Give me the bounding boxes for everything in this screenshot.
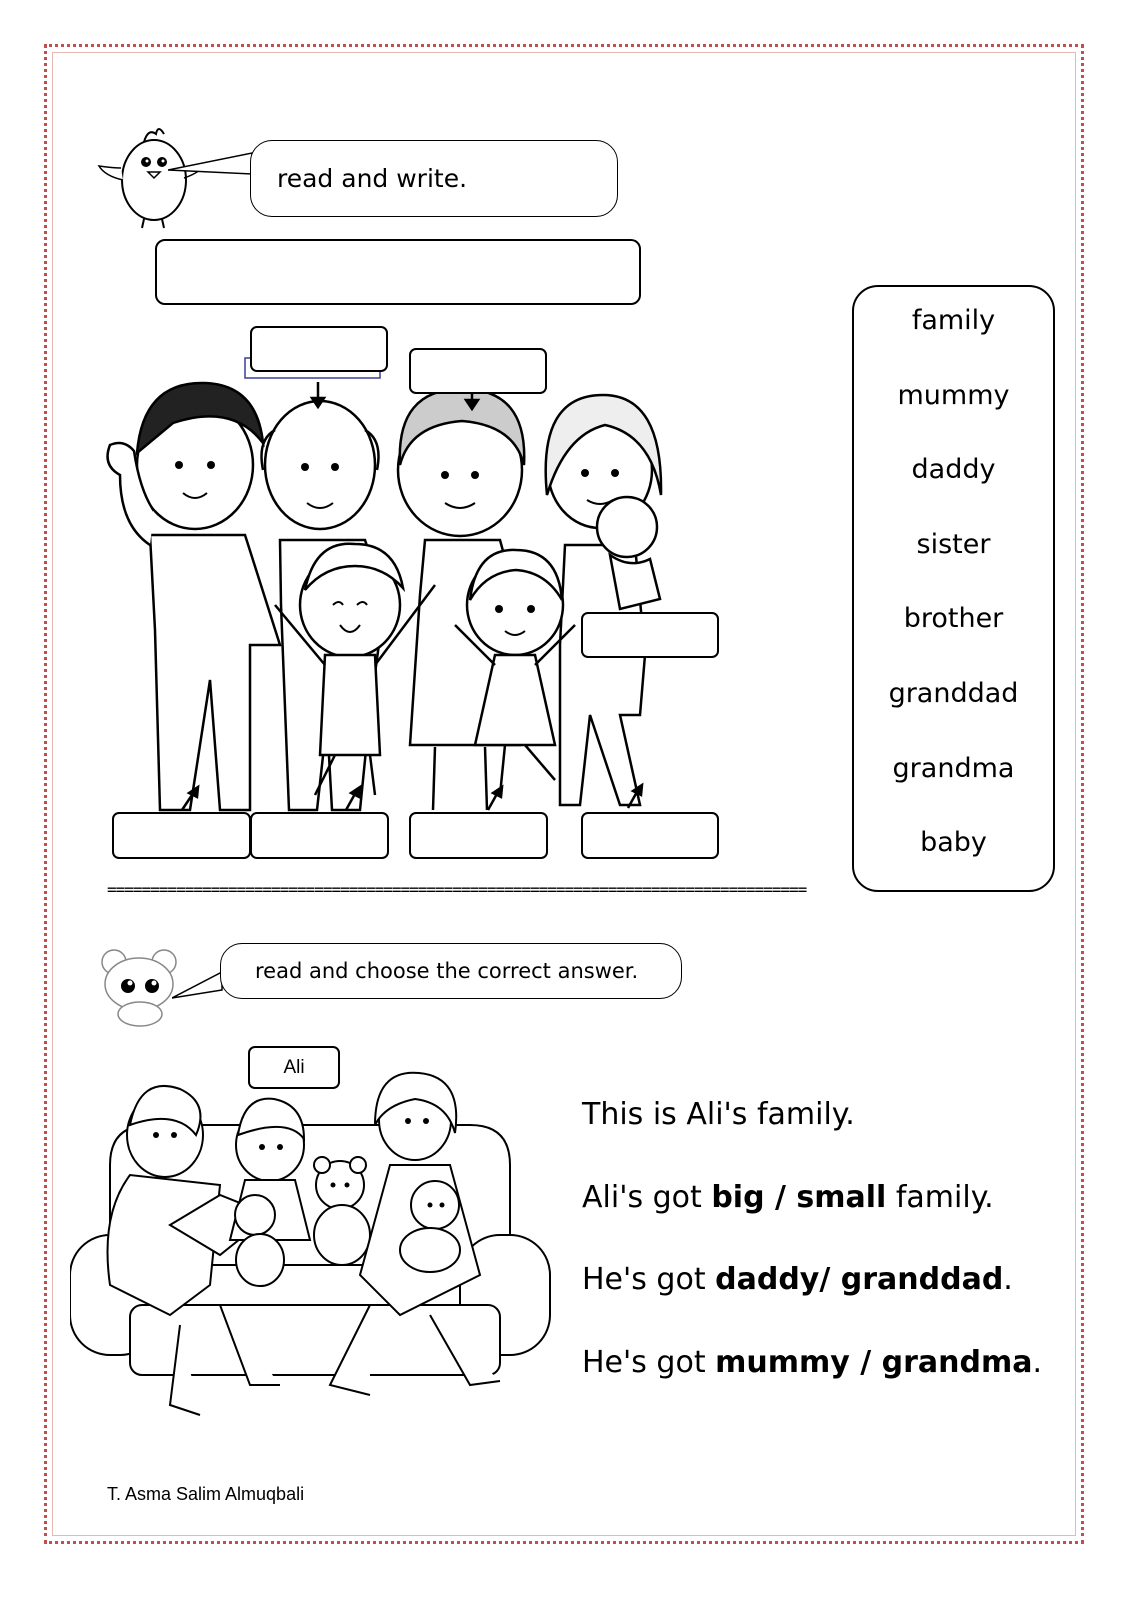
word-bank-item: grandma: [892, 753, 1015, 784]
sentence-4-post: .: [1032, 1345, 1043, 1380]
sentence-3-choice[interactable]: daddy/ granddad: [715, 1262, 1004, 1297]
sentence-2-pre: Ali's got: [582, 1180, 712, 1215]
sentence-3: [582, 1262, 1013, 1297]
label-box-grandma[interactable]: [409, 348, 547, 394]
instruction-bubble-2: [220, 943, 682, 999]
sentence-4-pre: He's got: [582, 1345, 716, 1380]
sentence-2: [582, 1180, 994, 1215]
sentence-4: [582, 1345, 1042, 1380]
word-bank-item: baby: [920, 827, 987, 858]
sentence-2-choice[interactable]: big / small: [711, 1180, 887, 1215]
sentence-1-text: This is Ali's family.: [582, 1097, 855, 1132]
sentence-3-pre: He's got: [582, 1262, 716, 1297]
section-divider: =================================================================================: [107, 883, 807, 897]
name-tag-ali: Ali: [248, 1046, 340, 1089]
instruction-bubble-1: [250, 140, 618, 217]
bubble-tail-icon: [168, 150, 254, 190]
label-box-daddy[interactable]: [112, 812, 251, 859]
word-bank-item: mummy: [897, 380, 1010, 411]
label-box-brother[interactable]: [250, 812, 389, 859]
word-bank-item: sister: [916, 529, 991, 560]
label-box-granddad[interactable]: [250, 326, 388, 372]
word-bank-item: family: [911, 305, 996, 336]
bear-mascot-icon: [96, 948, 182, 1028]
family-illustration: [95, 375, 700, 815]
label-box-mummy[interactable]: [581, 812, 719, 859]
label-box-baby[interactable]: [581, 612, 719, 658]
title-answer-box[interactable]: [155, 239, 641, 305]
sofa-family-illustration: [70, 1065, 560, 1445]
instruction-1: read and write.: [277, 164, 468, 193]
word-bank-item: granddad: [888, 678, 1019, 709]
word-bank-item: brother: [903, 603, 1004, 634]
word-bank-item: daddy: [911, 454, 996, 485]
sentence-4-choice[interactable]: mummy / grandma: [715, 1345, 1033, 1380]
label-box-sister[interactable]: [409, 812, 548, 859]
author-credit: T. Asma Salim Almuqbali: [107, 1484, 305, 1504]
sentence-2-post: family.: [886, 1180, 994, 1215]
word-bank: [852, 285, 1055, 892]
bubble-tail-icon: [172, 968, 224, 1002]
sentence-1: [582, 1097, 855, 1132]
instruction-2: read and choose the correct answer.: [255, 959, 639, 983]
sentence-3-post: .: [1003, 1262, 1013, 1297]
